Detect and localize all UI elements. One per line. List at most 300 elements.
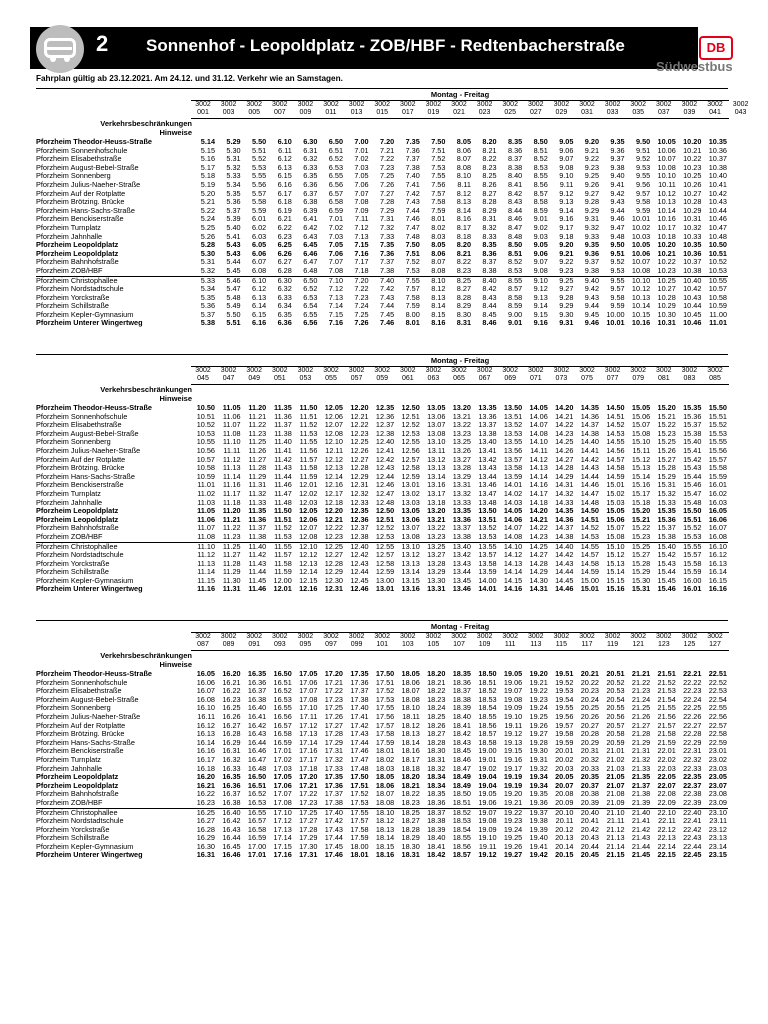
departure-time: 10.13 [631,292,651,302]
departure-time: 12.11 [325,445,343,455]
departure-time: 17.38 [350,694,369,704]
departure-time: 12.45 [350,575,369,585]
departure-time: 11.41 [274,445,292,455]
departure-time: 15.10 [631,437,651,447]
departure-time: 15.05 [606,506,625,516]
departure-time: 14.08 [503,531,523,541]
departure-time: 17.41 [350,711,369,721]
departure-time: 13.57 [503,454,523,464]
departure-time: 6.17 [277,188,292,198]
departure-time: 14.00 [478,575,497,585]
departure-time: 7.26 [354,318,369,328]
departure-time: 5.34 [226,179,241,189]
departure-time: 7.22 [379,154,395,164]
section-divider [36,88,728,89]
departure-time: 14.20 [529,506,548,516]
departure-time: 21.52 [657,677,676,687]
departure-time: 11.58 [274,558,292,568]
table-row [36,533,728,542]
departure-time: 5.45 [226,265,241,275]
departure-time: 19.13 [503,737,523,747]
departure-time: 13.01 [401,480,420,490]
departure-time: 15.31 [631,584,651,594]
departure-time: 14.56 [606,445,625,455]
departure-time: 5.48 [226,292,241,302]
departure-time: 11.36 [274,411,292,421]
departure-time: 21.26 [631,711,651,721]
departure-time: 16.03 [708,497,727,507]
departure-time: 15.20 [631,506,651,516]
departure-time: 7.28 [379,197,395,207]
departure-time: 14.06 [503,514,523,524]
departure-time: 5.50 [251,137,267,146]
departure-time: 6.47 [303,257,318,267]
departure-time: 13.14 [401,567,420,577]
departure-time: 12.55 [375,541,395,551]
departure-time: 6.06 [251,248,267,258]
departure-time: 19.05 [503,669,523,678]
departure-time: 7.12 [328,284,343,294]
departure-time: 14.44 [555,567,574,577]
departure-time: 17.00 [247,841,267,851]
departure-time: 15.58 [683,558,702,568]
departure-time: 19.51 [555,669,574,678]
departure-time: 23.15 [708,850,727,860]
departure-time: 7.36 [379,248,395,258]
departure-time: 9.31 [559,318,574,328]
departure-time: 17.10 [299,703,318,713]
departure-time: 16.57 [273,720,292,730]
departure-time: 21.05 [606,772,625,782]
departure-time: 11.53 [274,531,292,541]
departure-time: 9.38 [584,265,599,275]
departure-time: 13.20 [452,403,471,412]
departure-time: 11.27 [222,550,241,560]
departure-time: 5.51 [226,318,241,328]
departure-time: 12.59 [401,471,420,481]
departure-time: 19.37 [529,807,548,817]
departure-time: 16.42 [247,720,267,730]
stop-name: Pforzheim Turnplatz [36,222,101,232]
stop-rows [36,404,728,594]
departure-time: 5.16 [200,154,215,164]
departure-time: 14.29 [555,471,574,481]
departure-time: 17.33 [324,763,343,773]
departure-time: 16.46 [247,746,267,756]
departure-time: 6.31 [303,145,318,155]
departure-time: 13.15 [401,575,420,585]
departure-time: 14.01 [478,584,497,594]
departure-time: 15.00 [580,575,599,585]
departure-time: 7.02 [354,154,369,164]
departure-time: 16.56 [273,711,292,721]
departure-time: 10.37 [708,154,727,164]
departure-time: 13.37 [478,420,497,430]
stop-name: Pforzheim Theodor-Heuss-Straße [36,137,152,146]
departure-time: 22.14 [657,841,676,851]
departure-time: 6.46 [303,248,318,258]
departure-time: 15.30 [631,575,651,585]
departure-time: 5.32 [200,265,215,275]
departure-time: 12.21 [324,514,343,524]
departure-time: 16.59 [247,833,267,843]
stop-name: Pforzheim Kepler-Gymnasium [36,841,134,851]
departure-time: 22.56 [708,711,727,721]
departure-time: 12.32 [350,488,369,498]
departure-time: 12.56 [401,445,420,455]
departure-time: 11.03 [197,497,215,507]
departure-time: 17.14 [299,737,318,747]
departure-time: 7.58 [431,197,446,207]
departure-time: 7.43 [405,197,420,207]
route-title: Sonnenhof - Leopoldplatz - ZOB/HBF - Redtenbacherstraße [146,36,625,55]
validity-note: Fahrplan gültig ab 23.12.2021. Am 24.12. und 31.12. Verkehr wie an Samstagen. [36,74,343,83]
trip-number: 3002 067 [476,367,493,382]
departure-time: 20.25 [580,703,599,713]
departure-time: 16.51 [247,780,267,790]
departure-time: 15.31 [657,480,676,490]
departure-time: 12.12 [299,550,318,560]
departure-time: 18.58 [478,737,497,747]
stop-name: Pforzheim ZOB/HBF [36,531,103,541]
departure-time: 15.01 [606,480,625,490]
departure-time: 17.07 [299,686,318,696]
departure-time: 16.46 [222,850,241,860]
departure-time: 10.53 [196,428,215,438]
trip-number: 3002 027 [528,101,544,116]
departure-time: 8.23 [482,162,497,172]
departure-time: 7.15 [354,240,369,250]
departure-time: 5.17 [200,162,215,172]
departure-time: 15.46 [657,584,676,594]
departure-time: 10.51 [708,248,727,258]
departure-time: 6.35 [303,171,318,181]
departure-time: 12.50 [401,403,420,412]
departure-time: 10.00 [606,309,625,319]
departure-time: 20.32 [580,754,599,764]
departure-time: 15.15 [606,575,625,585]
departure-time: 10.27 [683,188,702,198]
departure-time: 19.56 [555,711,574,721]
departure-time: 7.59 [405,301,420,311]
departure-time: 7.06 [354,179,369,189]
stop-name: Pforzheim Yorckstraße [36,558,110,568]
trip-number: 3002 125 [681,633,698,648]
departure-time: 10.13 [657,197,676,207]
departure-time: 22.08 [657,789,676,799]
departure-time: 11.13 [222,463,241,473]
departure-time: 20.35 [580,772,599,782]
departure-time: 11.52 [299,420,318,430]
departure-time: 12.58 [401,463,420,473]
trip-number: 3002 037 [656,101,672,116]
departure-time: 10.47 [708,222,727,232]
departure-time: 21.25 [631,703,651,713]
departure-time: 7.37 [379,257,395,267]
departure-time: 13.42 [478,454,497,464]
departure-time: 13.38 [478,428,497,438]
departure-time: 8.53 [507,265,523,275]
departure-time: 19.34 [529,772,548,782]
departure-time: 15.59 [683,567,702,577]
departure-time: 11.10 [197,541,215,551]
departure-time: 19.35 [529,789,548,799]
trip-number: 3002 057 [348,367,365,382]
departure-time: 12.48 [375,497,395,507]
departure-time: 19.21 [503,797,523,807]
departure-time: 14.20 [555,403,574,412]
departure-time: 13.52 [478,523,497,533]
departure-time: 7.50 [431,137,446,146]
departure-time: 6.48 [303,265,318,275]
departure-time: 12.33 [350,497,369,507]
stop-name: Pforzheim Auf der Rotplatte [36,720,126,730]
departure-time: 5.34 [200,284,215,294]
trip-number: 3002 071 [528,367,544,382]
departure-time: 7.43 [379,292,395,302]
trip-number: 3002 079 [630,367,646,382]
departure-time: 22.39 [683,797,702,807]
departure-time: 13.45 [452,575,471,585]
timetable-section [36,622,728,862]
departure-time: 21.32 [631,754,651,764]
departure-time: 16.29 [196,833,215,843]
departure-time: 18.02 [375,754,395,764]
departure-time: 16.47 [247,754,267,764]
departure-time: 16.20 [196,772,215,782]
departure-time: 6.59 [328,205,343,215]
departure-time: 8.40 [507,171,523,181]
stop-name: Pforzheim Schillstraße [36,567,109,577]
departure-time: 8.31 [456,318,471,328]
stop-name: Pforzheim Schillstraße [36,301,109,311]
departure-time: 17.22 [299,789,318,799]
departure-time: 17.21 [299,780,318,790]
departure-time: 11.18 [222,497,241,507]
departure-time: 8.14 [456,205,471,215]
departure-time: 18.27 [401,816,420,826]
departure-time: 16.21 [196,780,215,790]
departure-time: 8.37 [507,154,523,164]
departure-time: 13.56 [503,445,523,455]
departure-time: 15.06 [631,411,651,421]
departure-time: 11.58 [299,463,318,473]
departure-time: 6.21 [277,214,292,224]
departure-time: 17.43 [324,824,343,834]
departure-time: 11.20 [248,403,267,412]
departure-time: 16.22 [222,686,241,696]
departure-time: 16.06 [708,514,727,524]
departure-time: 21.42 [631,824,651,834]
departure-time: 21.27 [631,720,651,730]
departure-time: 19.11 [504,720,523,730]
trip-number: 3002 103 [400,633,416,648]
departure-time: 23.11 [709,816,727,826]
departure-time: 16.38 [247,694,267,704]
departure-time: 9.10 [533,275,548,285]
table-row [36,851,728,860]
departure-time: 13.44 [478,471,497,481]
departure-time: 14.50 [606,403,625,412]
departure-time: 16.42 [222,816,241,826]
departure-time: 22.10 [657,807,676,817]
departure-time: 10.55 [708,275,727,285]
departure-time: 17.59 [350,833,369,843]
departure-time: 8.03 [431,231,446,241]
trip-number: 3002 017 [400,101,416,116]
departure-time: 20.29 [580,737,599,747]
departure-time: 12.37 [375,420,395,430]
departure-time: 13.00 [375,575,395,585]
departure-time: 10.22 [657,257,676,267]
departure-time: 17.44 [350,737,369,747]
departure-time: 22.28 [683,729,702,739]
departure-time: 8.07 [431,257,446,267]
trip-number: 3002 101 [374,633,390,648]
departure-time: 14.10 [529,437,548,447]
departure-time: 10.28 [657,292,676,302]
departure-time: 14.16 [529,480,548,490]
departure-time: 16.25 [196,807,215,817]
departure-time: 7.10 [328,275,343,285]
departure-time: 6.33 [277,292,292,302]
departure-time: 14.10 [503,541,523,551]
trip-number: 3002 049 [246,367,262,382]
departure-time: 18.25 [401,807,420,817]
departure-time: 16.38 [222,797,241,807]
departure-time: 12.51 [375,514,395,524]
departure-time: 18.21 [401,780,420,790]
departure-time: 8.35 [482,240,497,250]
departure-time: 17.35 [350,669,369,678]
departure-time: 11.47 [274,488,292,498]
departure-time: 13.31 [427,584,446,594]
departure-time: 11.36 [248,514,267,524]
departure-time: 14.57 [580,550,599,560]
departure-time: 21.11 [606,816,625,826]
departure-time: 18.57 [478,729,497,739]
departure-time: 7.13 [328,292,343,302]
departure-time: 12.50 [375,506,395,516]
departure-time: 21.56 [657,711,676,721]
departure-time: 19.38 [529,816,548,826]
departure-time: 7.38 [405,162,420,172]
departure-time: 8.25 [456,275,471,285]
departure-time: 13.16 [427,480,446,490]
departure-time: 14.59 [606,471,625,481]
departure-time: 18.41 [452,720,471,730]
departure-time: 14.22 [555,420,574,430]
departure-time: 11.32 [248,488,267,498]
departure-time: 18.00 [350,841,369,851]
departure-time: 12.43 [375,463,395,473]
departure-time: 20.55 [606,703,625,713]
departure-time: 7.08 [354,197,369,207]
trip-number-row [191,632,729,651]
departure-time: 9.20 [584,137,599,146]
departure-time: 12.13 [299,558,318,568]
departure-time: 22.31 [683,746,702,756]
departure-time: 16.31 [222,746,241,756]
departure-time: 17.55 [350,807,369,817]
departure-time: 9.59 [635,205,651,215]
departure-time: 13.43 [452,558,471,568]
departure-time: 14.42 [555,550,574,560]
departure-time: 11.00 [709,309,727,319]
departure-time: 15.58 [708,463,727,473]
departure-time: 19.52 [555,677,574,687]
departure-time: 19.23 [503,816,523,826]
departure-time: 21.07 [606,780,625,790]
departure-time: 7.50 [405,240,420,250]
departure-time: 17.48 [350,763,369,773]
departure-time: 19.10 [503,711,523,721]
departure-time: 5.29 [226,137,241,146]
departure-time: 10.14 [657,205,676,215]
departure-time: 15.07 [606,523,625,533]
departure-time: 13.10 [427,437,446,447]
departure-time: 13.23 [427,531,446,541]
departure-time: 7.55 [405,275,420,285]
departure-time: 5.53 [251,162,267,172]
departure-time: 7.07 [354,188,369,198]
departure-time: 11.16 [222,480,241,490]
departure-time: 7.45 [379,309,395,319]
departure-time: 13.59 [503,471,523,481]
departure-time: 16.58 [247,824,267,834]
departure-time: 14.23 [529,531,548,541]
departure-time: 12.53 [401,428,420,438]
departure-time: 19.25 [529,711,548,721]
departure-time: 6.18 [277,197,292,207]
trip-number: 3002 089 [220,633,237,648]
trip-number: 3002 059 [374,367,390,382]
departure-time: 12.00 [273,575,292,585]
departure-time: 16.26 [222,711,241,721]
trip-number: 3002 011 [323,101,339,116]
departure-time: 12.57 [375,550,395,560]
departure-time: 14.57 [606,454,625,464]
departure-time: 19.15 [503,746,523,756]
departure-time: 8.46 [482,318,497,328]
departure-time: 8.42 [482,284,497,294]
departure-time: 9.53 [635,162,651,172]
departure-time: 13.50 [503,403,523,412]
departure-time: 22.32 [683,754,702,764]
departure-time: 15.01 [580,584,599,594]
departure-time: 9.45 [584,309,599,319]
departure-time: 12.53 [375,531,395,541]
departure-time: 13.23 [452,428,471,438]
departure-time: 16.20 [222,669,241,678]
departure-time: 21.33 [631,763,651,773]
departure-time: 21.41 [631,816,651,826]
departure-time: 18.03 [375,763,395,773]
departure-time: 17.03 [273,763,292,773]
trip-number: 3002 093 [272,633,288,648]
table-row [36,799,728,808]
departure-time: 12.31 [324,584,343,594]
departure-time: 17.02 [273,754,292,764]
departure-time: 18.57 [452,850,471,860]
departure-time: 18.12 [375,816,395,826]
departure-time: 12.36 [350,514,369,524]
departure-time: 7.57 [405,284,420,294]
departure-time: 9.13 [559,197,574,207]
departure-time: 15.11 [632,445,651,455]
trip-number: 3002 021 [451,101,467,116]
departure-time: 20.27 [580,720,599,730]
